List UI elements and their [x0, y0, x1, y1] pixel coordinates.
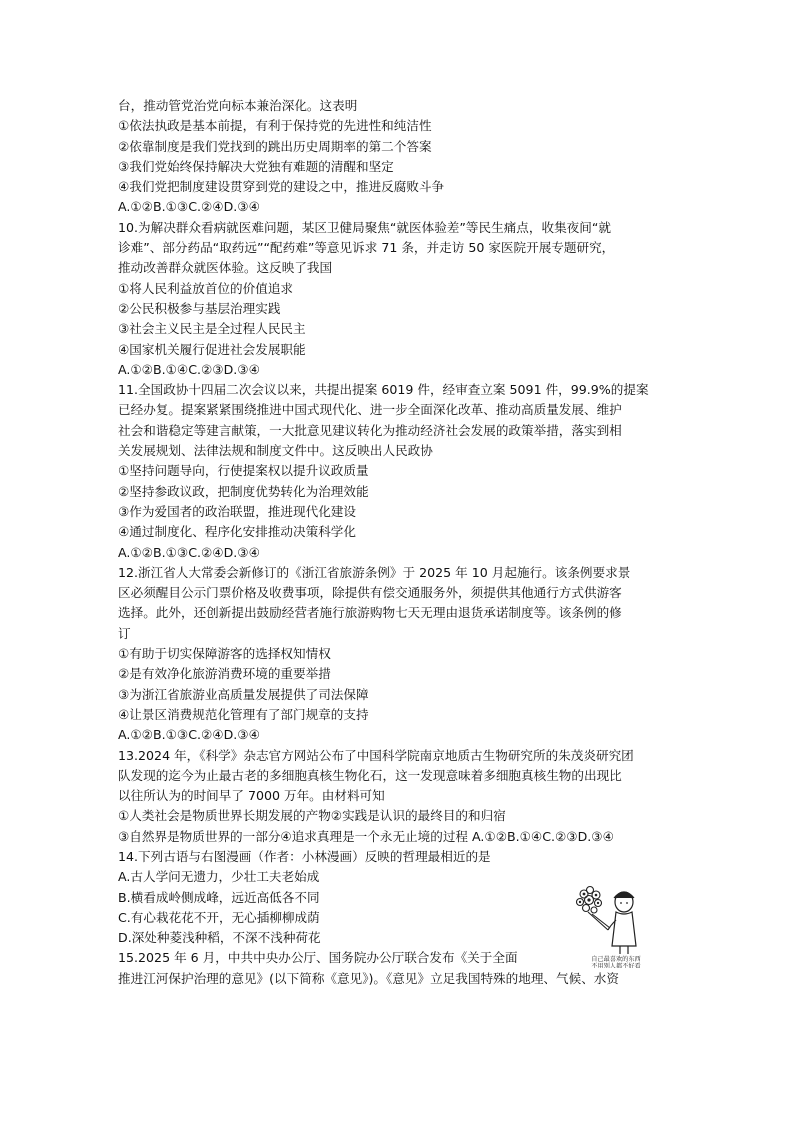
text-line: 队发现的迄今为止最古老的多细胞真核生物化石，这一发现意味着多细胞真核生物的出现比 [118, 767, 622, 783]
cartoon-illustration [570, 884, 662, 968]
text-line: ④国家机关履行促进社会发展职能 [118, 341, 306, 357]
text-line: 10.为解决群众看病就医难问题，某区卫健局聚焦“就医体验差”等民生痛点，收集夜间“就 [118, 219, 611, 235]
text-line: A.①②B.①③C.②④D.③④ [118, 544, 260, 560]
text-line: ④通过制度化、程序化安排推动决策科学化 [118, 524, 356, 540]
text-line: 关发展规划、法律法规和制度文件中。这反映出人民政协 [118, 443, 433, 459]
text-line: 12.浙江省人大常委会新修订的《浙江省旅游条例》于 2025 年 10 月起施行。该条例要求景 [118, 564, 631, 580]
text-line: A.①②B.①④C.②③D.③④ [118, 361, 260, 377]
text-line: ①将人民利益放首位的价值追求 [118, 280, 294, 296]
text-line: ③为浙江省旅游业高质量发展提供了司法保障 [118, 686, 369, 702]
text-line: A.古人学问无遗力，少壮工夫老始成 [118, 869, 320, 885]
cartoon-caption-1: 自己最喜欢的东西 [591, 956, 641, 963]
text-line: ④让景区消费规范化管理有了部门规章的支持 [118, 706, 369, 722]
exam-page [118, 96, 684, 989]
text-line: ③社会主义民主是全过程人民民主 [118, 321, 306, 337]
text-line: ②依靠制度是我们党找到的跳出历史周期率的第二个答案 [118, 138, 432, 154]
text-line: 订 [118, 625, 131, 641]
text-line: C.有心栽花花不开，无心插柳柳成荫 [118, 909, 320, 925]
text-line: ①有助于切实保障游客的选择权知情权 [118, 646, 331, 662]
text-line: ①坚持问题导向，行使提案权以提升议政质量 [118, 463, 369, 479]
text-line: ②是有效净化旅游消费环境的重要举措 [118, 666, 331, 682]
text-line: 14.下列古语与右图漫画（作者：小林漫画）反映的哲理最相近的是 [118, 848, 491, 864]
cartoon-figure-icon [570, 884, 662, 968]
text-line: 区必须醒目公示门票价格及收费事项，除提供有偿交通服务外，须提供其他通行方式供游客 [118, 585, 622, 601]
text-line: 选择。此外，还创新提出鼓励经营者施行旅游购物七天无理由退货承诺制度等。该条例的修 [118, 605, 622, 621]
text-line: 台，推动管党治党向标本兼治深化。这表明 [118, 98, 358, 113]
cartoon-caption-2: 不用别人都不好看 [591, 963, 641, 968]
text-line: A.①②B.①③C.②④D.③④ [118, 727, 260, 743]
text-line: 13.2024 年，《科学》杂志官方网站公布了中国科学院南京地质古生物研究所的朱茂炎研究团 [118, 747, 634, 763]
text-line: 15.2025 年 6 月，中共中央办公厅、国务院办公厅联合发布《关于全面 [118, 950, 518, 966]
text-line: ③作为爱国者的政治联盟，推进现代化建设 [118, 503, 356, 519]
text-line: ③我们党始终保持解决大党独有难题的清醒和坚定 [118, 158, 394, 174]
text-line: ①人类社会是物质世界长期发展的产物②实践是认识的最终目的和归宿 [118, 808, 506, 824]
text-line: ①依法执政是基本前提，有利于保持党的先进性和纯洁性 [118, 118, 432, 134]
text-line: 推动改善群众就医体验。这反映了我国 [118, 260, 333, 276]
text-line: 已经办复。提案紧紧围绕推进中国式现代化、进一步全面深化改革、推动高质量发展、维护 [118, 402, 622, 418]
text-line: ③自然界是物质世界的一部分④追求真理是一个永无止境的过程 A.①②B.①④C.②③D.③④ [118, 828, 614, 844]
text-line: ④我们党把制度建设贯穿到党的建设之中，推进反腐败斗争 [118, 179, 445, 195]
text-line: ②公民积极参与基层治理实践 [118, 300, 281, 316]
text-line: A.①②B.①③C.②④D.③④ [118, 199, 260, 215]
text-line: 以往所认为的时间早了 7000 万年。由材料可知 [118, 788, 385, 804]
text-line: 诊难”、部分药品“取药远”“配药难”等意见诉求 71 条，并走访 50 家医院开展专题研究， [118, 240, 615, 256]
text-line: B.横看成岭侧成峰，远近高低各不同 [118, 889, 320, 905]
text-line: 社会和谐稳定等建言献策，一大批意见建议转化为推动经济社会发展的政策举措，落实到相 [118, 422, 622, 438]
text-line: D.深处种菱浅种稻，不深不浅种荷花 [118, 930, 321, 946]
text-line: 11.全国政协十四届二次会议以来，共提出提案 6019 件，经审查立案 5091 件，99.9%的提案 [118, 382, 649, 398]
text-line: 推进江河保护治理的意见》(以下简称《意见》)。《意见》立足我国特殊的地理、气候、水资 [118, 970, 619, 986]
text-line: ②坚持参政议政，把制度优势转化为治理效能 [118, 483, 369, 499]
